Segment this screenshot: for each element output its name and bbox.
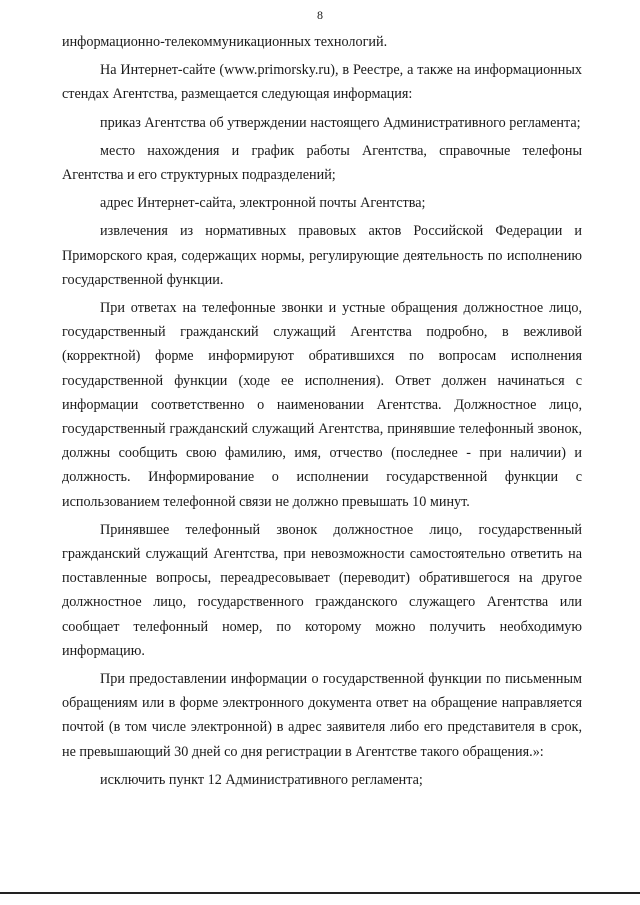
page-number: 8 (317, 8, 323, 22)
paragraph-redirect: Принявшее телефонный звонок должностное лицо, государственный гражданский служащий Агентства, при невозможности самостоятельно ответить на поставленные вопросы, переадресовывает (переводит) обратившегося на другое должностное лицо, государственного гражданского служащего Агентства или сообщает телефонный номер, по которому можно получить необходимую информацию. (62, 521, 582, 659)
document-body (62, 30, 582, 792)
paragraph-order: приказ Агентства об утверждении настоящего Административного регламента; (100, 114, 581, 131)
paragraph-extracts: извлечения из нормативных правовых актов Российской Федерации и Приморского края, содержащих нормы, регулирующие деятельность по исполнению государственной функции. (62, 223, 582, 288)
paragraph-website-info: На Интернет-сайте (www.primorsky.ru), в Реестре, а также на информационных стендах Агентства, размещается следующая информация: (62, 62, 582, 103)
bottom-border (0, 892, 640, 894)
paragraph-written-requests: При предоставлении информации о государственной функции по письменным обращениям или в форме электронного документа ответ на обращение направляется почтой (в том числе электронной) в адрес заявителя либо его представителя в срок, не превышающий 30 дней со дня регистрации в Агентстве такого обращения.»: (62, 671, 582, 760)
paragraph-address: адрес Интернет-сайта, электронной почты Агентства; (100, 195, 426, 212)
paragraph-exclude-item: исключить пункт 12 Административного регламента; (100, 771, 423, 788)
paragraph-location: место нахождения и график работы Агентства, справочные телефоны Агентства и его структурных подразделений; (62, 142, 582, 184)
paragraph-continuation: информационно-телекоммуникационных технологий. (62, 34, 388, 50)
paragraph-phone-calls: При ответах на телефонные звонки и устные обращения должностное лицо, государственный гражданский служащий Агентства подробно, в вежливой (корректной) форме информируют обратившихся по вопросам исполнения государственной функции (ходе ее исполнения). Ответ должен начинаться с информации соответственно о наименовании Агентства. Должностное лицо, государственный гражданский служащий Агентства, принявшие телефонный звонок, должны сообщить свою фамилию, имя, отчество (последнее - при наличии) и должность. Информирование о исполнении государственной функции с использованием телефонной связи не должно превышать 10 минут. (62, 300, 582, 510)
